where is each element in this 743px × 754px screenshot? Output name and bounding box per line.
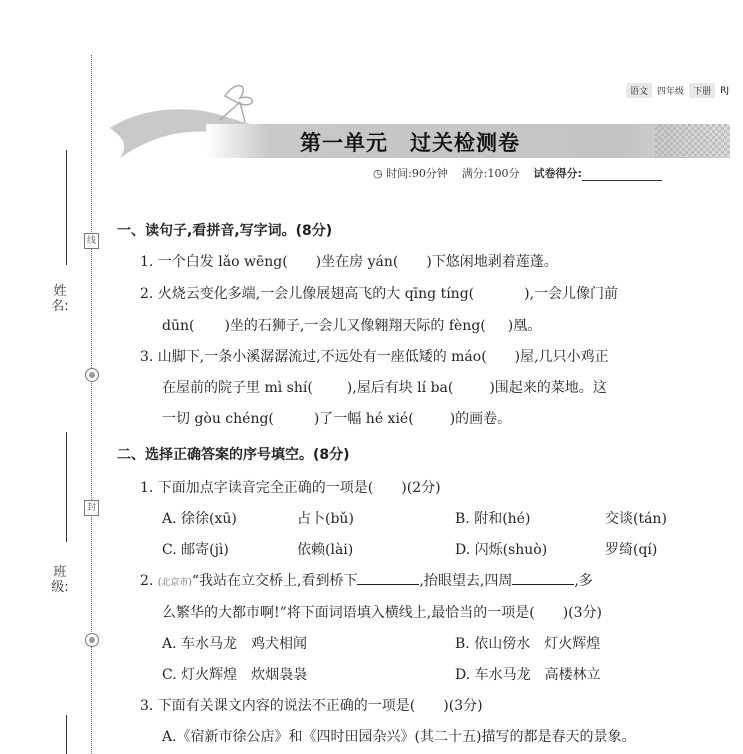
tag-volume: 下册 <box>689 83 715 98</box>
text: “我站在立交桥上,看到桥下 <box>191 573 358 589</box>
text: 2. 火烧云变化多端,一会儿像展翅高飞的大 qīng tíng( <box>140 286 475 302</box>
text: 在屋前的院子里 mì shí( <box>162 380 313 396</box>
answer-blank[interactable] <box>512 572 574 585</box>
name-label: 姓名: <box>51 284 69 314</box>
text: )凰。 <box>507 318 542 334</box>
text: )围起来的菜地。这 <box>489 380 607 396</box>
section-heading: 二、选择正确答案的序号填空。(8分) <box>117 447 350 463</box>
question-line <box>140 346 609 366</box>
seal-box-line: 线 <box>84 233 99 249</box>
option-c[interactable]: C. 邮寄(jì) <box>162 542 229 558</box>
option-text: 占卜(bǔ) <box>297 511 354 527</box>
text: dūn( <box>162 318 195 334</box>
full-score: 满分:100分 <box>461 167 520 180</box>
score-field[interactable] <box>582 168 662 181</box>
question-line <box>140 283 618 303</box>
option-b[interactable]: B. 依山傍水 灯火辉煌 <box>455 636 601 652</box>
underline <box>66 715 67 754</box>
section-heading: 一、读句子,看拼音,写字词。(8分) <box>117 223 333 239</box>
question-line: 3. 下面有关课文内容的说法不正确的一项是( )(3分) <box>140 698 483 714</box>
clock-icon: ◷ <box>373 167 383 180</box>
name-underline <box>66 150 67 265</box>
score-label: 试卷得分: <box>533 167 582 180</box>
text: ),一会儿像门前 <box>524 286 619 302</box>
seal-box-seal: 封 <box>84 500 99 516</box>
question-line <box>162 377 607 397</box>
option-a[interactable]: A. 车水马龙 鸡犬相闻 <box>162 636 308 652</box>
question-line <box>162 408 511 428</box>
text: )坐在房 yán( <box>315 254 399 270</box>
class-label: 班级: <box>51 565 69 595</box>
option-c[interactable]: C. 灯火辉煌 炊烟袅袅 <box>162 667 308 683</box>
exam-meta <box>373 165 662 181</box>
option-d[interactable]: D. 闪烁(shuò) <box>455 542 548 558</box>
time-limit: 时间:90分钟 <box>386 167 448 180</box>
text: ),屋后有块 lí ba( <box>346 380 454 396</box>
question-line: 1. 下面加点字读音完全正确的一项是( )(2分) <box>140 480 441 496</box>
question-line <box>162 315 541 335</box>
option-a[interactable]: A.《宿新市徐公店》和《四时田园杂兴》(其二十五)描写的都是春天的景象。 <box>162 729 636 745</box>
text: 1. 一个白发 lǎo wēng( <box>140 254 288 270</box>
question-line: 么繁华的大都市啊!”将下面词语填入横线上,最恰当的一项是( )(3分) <box>162 605 602 621</box>
banner-pattern <box>655 124 730 158</box>
option-text: 罗绮(qí) <box>605 542 658 558</box>
option-text: 交谈(tán) <box>605 511 667 527</box>
binding-hole-icon <box>85 368 99 382</box>
text: )下悠闲地剥着莲蓬。 <box>426 254 558 270</box>
text: )坐的石狮子,一会儿又像翱翔天际的 fèng( <box>224 318 486 334</box>
text: )了一幅 hé xié( <box>313 411 414 427</box>
text: 2. <box>140 573 158 589</box>
text: 一切 gòu chéng( <box>162 411 274 427</box>
text: )屋,几只小鸡正 <box>514 349 609 365</box>
tag-subject: 语文 <box>626 83 652 98</box>
page-title: 第一单元 过关检测卷 <box>300 131 520 155</box>
option-b[interactable]: B. 附和(hé) <box>455 511 531 527</box>
answer-blank[interactable] <box>357 572 419 585</box>
text: )的画卷。 <box>449 411 512 427</box>
fold-line <box>91 55 92 754</box>
class-underline <box>66 432 67 542</box>
subject-tags <box>626 83 729 98</box>
option-d[interactable]: D. 车水马龙 高楼林立 <box>455 667 601 683</box>
text: ,多 <box>574 573 593 589</box>
option-a[interactable]: A. 徐徐(xū) <box>162 511 237 527</box>
option-text: 依赖(lài) <box>297 542 354 558</box>
question-line <box>140 251 558 271</box>
text: 3. 山脚下,一条小溪潺潺流过,不远处有一座低矮的 máo( <box>140 349 487 365</box>
tag-grade: 四年级 <box>657 87 685 97</box>
text: ,抬眼望去,四周 <box>419 573 513 589</box>
binding-hole-icon <box>85 633 99 647</box>
question-line <box>140 570 593 590</box>
tag-edition: RJ <box>720 85 729 96</box>
source-note: (北京市) <box>157 578 192 588</box>
